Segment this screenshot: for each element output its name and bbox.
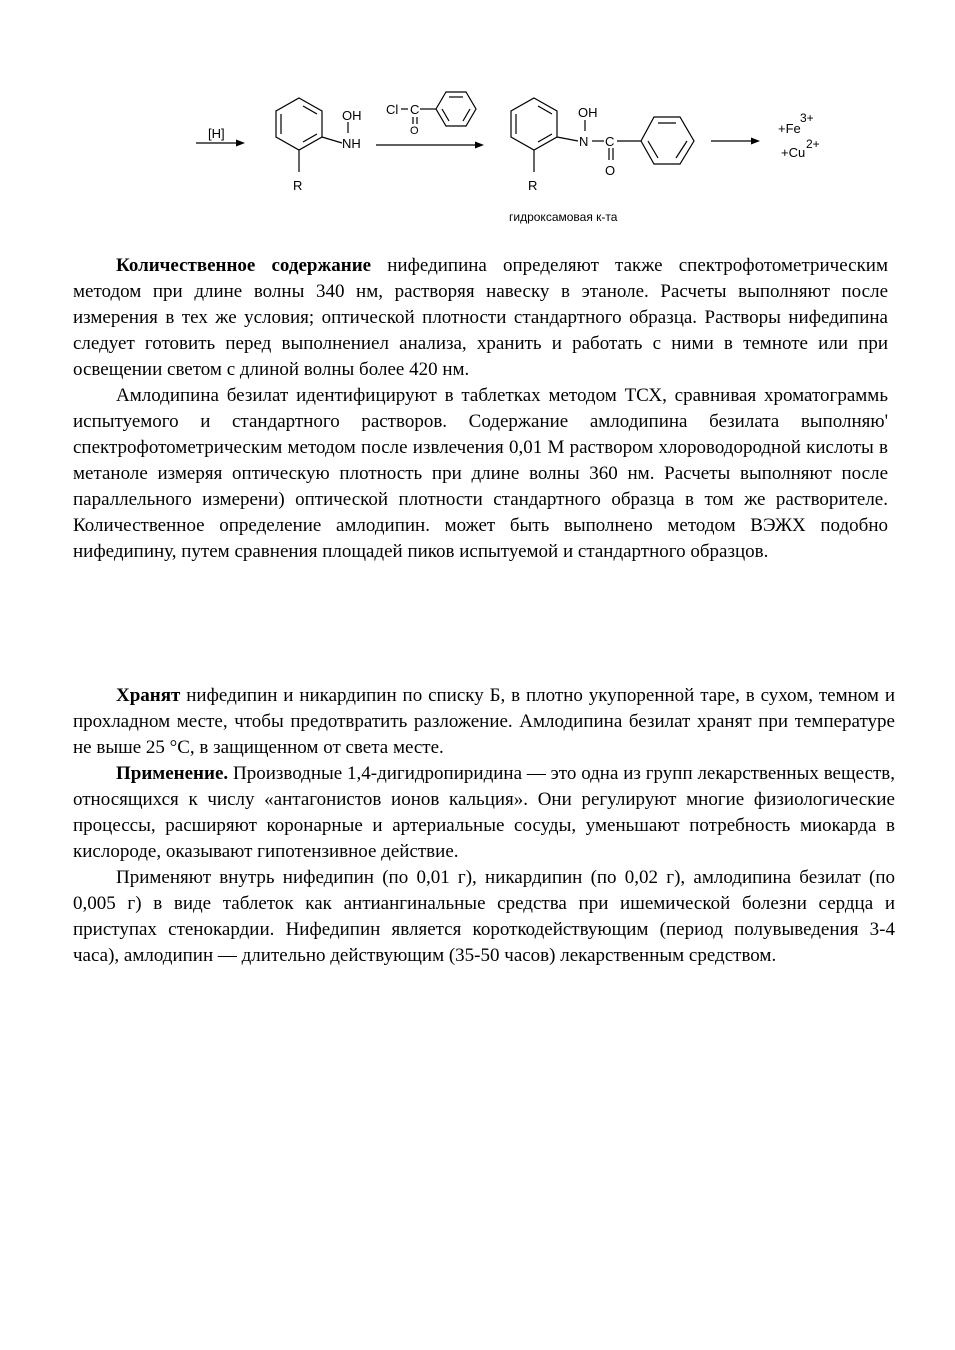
bold-term: Применение. xyxy=(116,763,229,784)
paragraph-text: нифедипин и никардипин по списку Б, в плотно укупоренной таре, в сухом, темном и прохладном месте, чтобы предотвратить разложение. Амлодипина безилат хранят при температуре не выше 25 °С, в защищенном от света месте. xyxy=(73,685,895,758)
paragraph-text: Применяют внутрь нифедипин (по 0,01 г), никардипин (по 0,02 г), амлодипина безилат (по 0,005 г) в виде таблеток как антиангинальные средства при ишемической болезни сердца и приступах стенокардии. Нифедипин является короткодействующим (период полувыведения 3-4 часа), амлодипин — длительно действующим (35-50 часов) лекарственным средством. xyxy=(73,867,895,966)
copper-ion-label: +Cu xyxy=(781,145,806,160)
amine-label: NH xyxy=(342,136,361,151)
paragraph-text: нифедипина определяют также спектрофотометрическим методом при длине волны 340 нм, растворяя навеску в этаноле. Расчеты выполняют после измерения в тех же условия; оптической плотности стандартного образца. Растворы нифедипина следует готовить перед выполнениел анализа, хранить и работать с ними в темноте или при освещении светом с длиной волны более 420 нм. xyxy=(73,255,888,380)
benzene-ring-left xyxy=(276,98,348,172)
product-r-label: R xyxy=(528,178,538,193)
chlorine-label: Cl xyxy=(386,102,399,117)
copper-charge-label: 2+ xyxy=(806,137,820,151)
product-nitrogen-label: N xyxy=(579,134,589,149)
paragraph-text: Амлодипина безилат идентифицируют в таблетках методом ТСХ, сравнивая хроматограммь испытуемого и стандартного растворов. Содержание амлодипина безилата выполняю' спектрофотометрическим методом после извлечения 0,01 М раствором хлороводородной кислоты в метаноле измеряя оптическую плотность при длине волны 360 нм. Расчеты выполняют после параллельного измерени) оптической плотности стандартного образца в том же растворителе. Количественное определение амлодипин. может быть выполнено методом ВЭЖХ подобно нифедипину, путем сравнения площадей пиков испытуемой и стандартного образцов. xyxy=(73,385,888,562)
bold-term: Хранят xyxy=(116,685,181,706)
reaction-scheme xyxy=(0,0,955,240)
reduction-reagent-label: [H] xyxy=(208,126,225,141)
carbonyl-carbon-label: C xyxy=(410,102,420,117)
benzene-ring-product xyxy=(511,98,641,172)
iron-charge-label: 3+ xyxy=(800,111,814,125)
product-hydroxyl-label: OH xyxy=(578,105,598,120)
hydroxyl-label: OH xyxy=(342,108,362,123)
benzene-ring-product-phenyl xyxy=(641,117,694,164)
carbonyl-oxygen-label: O xyxy=(410,125,419,137)
paragraph-storage xyxy=(73,683,895,761)
paragraph-text: Производные 1,4-дигидропиридина — это одна из групп лекарственных веществ, относящихся к числу «антагонистов ионов кальция». Они регулируют многие физиологические процессы, расширяют коронарные и артериальные сосуды, уменьшают потребность миокарда в кислороде, оказывают гипотензивное действие. xyxy=(73,763,895,862)
paragraph-dosage xyxy=(73,865,895,969)
benzene-ring-reagent xyxy=(436,92,476,126)
bold-term: Количественное содержание xyxy=(116,255,372,276)
paragraph-amlodipine xyxy=(73,383,888,565)
reaction-arrow-3 xyxy=(711,138,760,145)
product-caption: гидроксамовая к-та xyxy=(509,210,618,224)
reaction-arrow-2 xyxy=(376,142,484,149)
paragraph-quantitative-nifedipine xyxy=(73,253,888,383)
text-block-assay xyxy=(73,253,888,565)
text-block-storage-use xyxy=(73,683,895,969)
product-carbon-label: C xyxy=(605,134,615,149)
paragraph-application xyxy=(73,761,895,865)
product-oxygen-label: O xyxy=(605,163,616,178)
r-substituent-label: R xyxy=(293,178,303,193)
iron-ion-label: +Fe xyxy=(778,121,801,136)
